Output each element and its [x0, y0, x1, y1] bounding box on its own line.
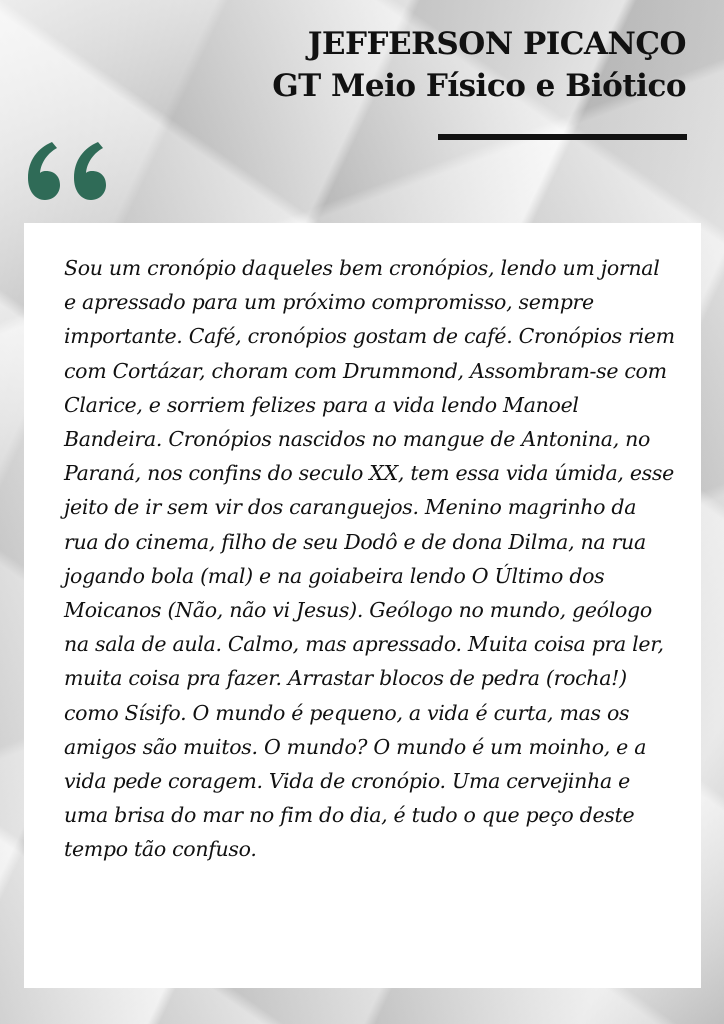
author-name: JEFFERSON PICANÇO: [307, 26, 686, 62]
quote-card: [24, 223, 701, 988]
header: [272, 24, 686, 108]
quote-text: Sou um cronópio daqueles bem cronópios, lendo um jornal e apressado para um próximo compromisso, sempre importante. Café, cronópios gostam de café. Cronópios riem com Cortázar, choram com Drummond, Assombram-se com Clarice, e sorriem felizes para a vida lendo Manoel Bandeira. Cronópios nascidos no mangue de Antonina, no Paraná, nos confins do seculo XX, tem essa vida úmida, esse jeito de ir sem vir dos caranguejos. Menino magrinho da rua do cinema, filho de seu Dodô e de dona Dilma, na rua jogando bola (mal) e na goiabeira lendo O Último dos Moicanos (Não, não vi Jesus). Geólogo no mundo, geólogo na sala de aula. Calmo, mas apressado. Muita coisa pra ler, muita coisa pra fazer. Arrastar blocos de pedra (rocha!) como Sísifo. O mundo é pequeno, a vida é curta, mas os amigos são muitos. O mundo? O mundo é um moinho, e a vida pede coragem. Vida de cronópio. Uma cervejinha e uma brisa do mar no fim do dia, é tudo o que peço deste tempo tão confuso.: [64, 256, 675, 862]
work-group: GT Meio Físico e Biótico: [272, 68, 686, 104]
header-divider: [438, 134, 687, 140]
quote-icon: [24, 138, 108, 202]
